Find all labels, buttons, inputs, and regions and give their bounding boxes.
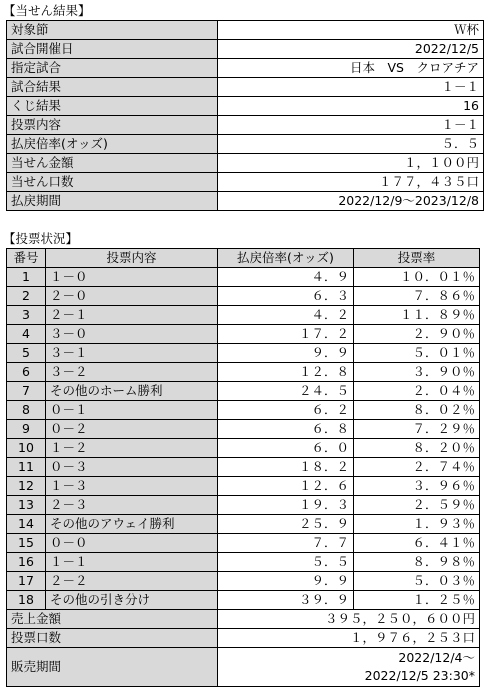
vote-odds: １２．６ (218, 477, 354, 496)
vote-odds: １２．８ (218, 363, 354, 382)
result-label: 指定試合 (7, 59, 218, 78)
vote-row (7, 553, 480, 572)
vote-odds: １７．２ (218, 325, 354, 344)
vote-no: 9 (7, 420, 46, 439)
vote-content: その他のホーム勝利 (46, 382, 218, 401)
vote-rate: ７．２９％ (354, 420, 480, 439)
vote-row (7, 401, 480, 420)
vote-no: 5 (7, 344, 46, 363)
vote-content: １－２ (46, 439, 218, 458)
vote-rate: ２．９０％ (354, 325, 480, 344)
result-label: 試合開催日 (7, 40, 218, 59)
vote-content: １－０ (46, 268, 218, 287)
vote-rate: ６．４１％ (354, 534, 480, 553)
vote-no: 13 (7, 496, 46, 515)
vote-row (7, 439, 480, 458)
vote-content: その他のアウェイ勝利 (46, 515, 218, 534)
result-row (7, 116, 484, 135)
vote-odds: ６．０ (218, 439, 354, 458)
vote-content: その他の引き分け (46, 591, 218, 610)
vote-row (7, 458, 480, 477)
vote-no: 1 (7, 268, 46, 287)
result-value: 16 (218, 97, 484, 116)
header-no: 番号 (7, 249, 46, 268)
vote-odds: ９．９ (218, 572, 354, 591)
vote-rate: ２．５９％ (354, 496, 480, 515)
header-rate: 投票率 (354, 249, 480, 268)
result-row (7, 97, 484, 116)
result-table (6, 20, 484, 211)
vote-row (7, 534, 480, 553)
vote-odds: ６．８ (218, 420, 354, 439)
result-value: 2022/12/9～2023/12/8 (218, 192, 484, 211)
vote-no: 2 (7, 287, 46, 306)
vote-rate: １．２５％ (354, 591, 480, 610)
vote-odds: ２５．９ (218, 515, 354, 534)
vote-rate: ７．８６％ (354, 287, 480, 306)
sales-row (7, 610, 480, 629)
result-section-title: 【当せん結果】 (3, 3, 91, 18)
header-content: 投票内容 (46, 249, 218, 268)
result-row (7, 173, 484, 192)
vote-row (7, 420, 480, 439)
result-label: 試合結果 (7, 78, 218, 97)
vote-content: ２－３ (46, 496, 218, 515)
vote-content: ３－１ (46, 344, 218, 363)
period-value (218, 648, 480, 687)
vote-no: 18 (7, 591, 46, 610)
result-value: Ｗ杯 (218, 21, 484, 40)
vote-odds: ５．５ (218, 553, 354, 572)
vote-table-header (7, 249, 480, 268)
vote-odds: ３９．９ (218, 591, 354, 610)
vote-row (7, 382, 480, 401)
vote-row (7, 306, 480, 325)
vote-no: 11 (7, 458, 46, 477)
vote-rate: ５．０１％ (354, 344, 480, 363)
result-value: 日本 VS クロアチア (218, 59, 484, 78)
vote-content: ０－０ (46, 534, 218, 553)
period-line1: 2022/12/4～ (398, 650, 475, 665)
header-odds: 払戻倍率(オッズ) (218, 249, 354, 268)
vote-row (7, 572, 480, 591)
vote-no: 17 (7, 572, 46, 591)
vote-section-title: 【投票状況】 (3, 231, 79, 246)
vote-odds: ６．３ (218, 287, 354, 306)
vote-no: 16 (7, 553, 46, 572)
result-row (7, 40, 484, 59)
vote-rate: ２．０４％ (354, 382, 480, 401)
vote-rate: １０．０１％ (354, 268, 480, 287)
vote-content: １－１ (46, 553, 218, 572)
vote-odds: ２４．５ (218, 382, 354, 401)
vote-odds: ４．９ (218, 268, 354, 287)
vote-row (7, 287, 480, 306)
period-label: 販売期間 (7, 648, 218, 687)
result-label: 投票内容 (7, 116, 218, 135)
vote-content: ２－０ (46, 287, 218, 306)
vote-rate: ５．０３％ (354, 572, 480, 591)
sales-row-value: ３９５，２５０，６００円 (218, 610, 480, 629)
vote-content: ０－２ (46, 420, 218, 439)
vote-row (7, 477, 480, 496)
period-row (7, 648, 480, 687)
vote-row (7, 268, 480, 287)
vote-rate: ３．９６％ (354, 477, 480, 496)
vote-rate: １１．８９％ (354, 306, 480, 325)
result-label: 払戻倍率(オッズ) (7, 135, 218, 154)
vote-row (7, 344, 480, 363)
vote-content: ０－３ (46, 458, 218, 477)
vote-content: ０－１ (46, 401, 218, 420)
result-row (7, 78, 484, 97)
vote-no: 7 (7, 382, 46, 401)
vote-odds: １８．２ (218, 458, 354, 477)
result-label: くじ結果 (7, 97, 218, 116)
vote-odds: １９．３ (218, 496, 354, 515)
result-row (7, 154, 484, 173)
vote-no: 3 (7, 306, 46, 325)
vote-no: 14 (7, 515, 46, 534)
vote-rate: １．９３％ (354, 515, 480, 534)
vote-rate: ８．０２％ (354, 401, 480, 420)
result-row (7, 59, 484, 78)
vote-table (6, 248, 480, 687)
result-row (7, 192, 484, 211)
result-value: 2022/12/5 (218, 40, 484, 59)
vote-no: 10 (7, 439, 46, 458)
vote-content: ３－０ (46, 325, 218, 344)
result-value: １，１００円 (218, 154, 484, 173)
vote-no: 12 (7, 477, 46, 496)
sales-row-label: 売上金額 (7, 610, 218, 629)
vote-row (7, 325, 480, 344)
vote-odds: ６．２ (218, 401, 354, 420)
vote-row (7, 363, 480, 382)
vote-no: 4 (7, 325, 46, 344)
votes-row-label: 投票口数 (7, 629, 218, 648)
vote-content: ２－１ (46, 306, 218, 325)
result-label: 払戻期間 (7, 192, 218, 211)
result-value: １７７，４３５口 (218, 173, 484, 192)
vote-odds: ７．７ (218, 534, 354, 553)
period-line2: 2022/12/5 23:30* (364, 668, 475, 683)
vote-row (7, 591, 480, 610)
result-label: 対象節 (7, 21, 218, 40)
vote-content: １－３ (46, 477, 218, 496)
vote-no: 8 (7, 401, 46, 420)
result-label: 当せん口数 (7, 173, 218, 192)
vote-rate: ３．９０％ (354, 363, 480, 382)
vote-no: 15 (7, 534, 46, 553)
vote-rate: ８．２０％ (354, 439, 480, 458)
vote-rate: ８．９８％ (354, 553, 480, 572)
vote-odds: ９．９ (218, 344, 354, 363)
result-value: ５．５ (218, 135, 484, 154)
result-value: １－１ (218, 116, 484, 135)
result-row (7, 21, 484, 40)
result-value: １－１ (218, 78, 484, 97)
vote-odds: ４．２ (218, 306, 354, 325)
vote-no: 6 (7, 363, 46, 382)
vote-row (7, 496, 480, 515)
votes-row-value: １，９７６，２５３口 (218, 629, 480, 648)
result-row (7, 135, 484, 154)
votes-row (7, 629, 480, 648)
vote-row (7, 515, 480, 534)
vote-content: ２－２ (46, 572, 218, 591)
result-label: 当せん金額 (7, 154, 218, 173)
vote-content: ３－２ (46, 363, 218, 382)
vote-rate: ２．７４％ (354, 458, 480, 477)
